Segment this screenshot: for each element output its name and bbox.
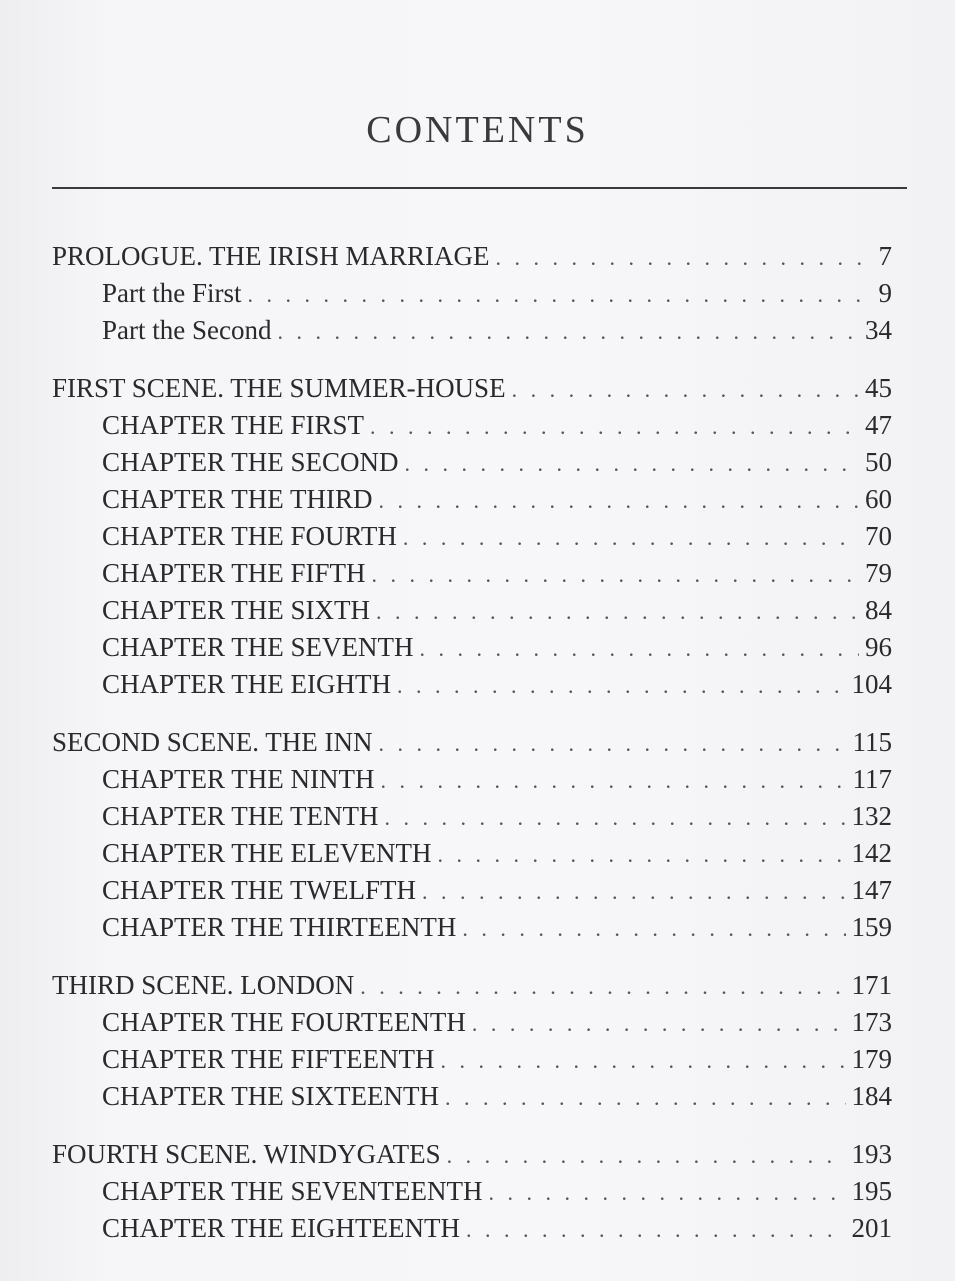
dot-leader (379, 482, 859, 519)
page-number: 47 (865, 410, 892, 440)
page-number: 159 (851, 912, 892, 942)
toc-section (0, 238, 955, 349)
page-number: 142 (851, 838, 892, 868)
toc-entry (0, 666, 955, 703)
toc-section-heading (0, 370, 955, 407)
entry-label: CHAPTER THE NINTH (102, 764, 375, 794)
toc-entry (0, 798, 955, 835)
entry-label: CHAPTER THE SIXTEENTH (102, 1081, 439, 1111)
entry-label: CHAPTER THE THIRTEENTH (102, 912, 457, 942)
toc-section (0, 967, 955, 1115)
entry-label: CHAPTER THE THIRD (102, 484, 373, 514)
toc-entry (0, 312, 955, 349)
dot-leader (472, 1005, 846, 1042)
page-number: 70 (865, 521, 892, 551)
page-number: 115 (852, 727, 892, 757)
dot-leader (462, 910, 845, 947)
dot-leader (441, 1042, 846, 1079)
dot-leader (379, 725, 847, 762)
page-number: 117 (852, 764, 892, 794)
entry-label: CHAPTER THE FIFTH (102, 558, 366, 588)
toc-section (0, 724, 955, 946)
dot-leader (447, 1137, 846, 1174)
page-number: 79 (865, 558, 892, 588)
entry-label: CHAPTER THE SEVENTH (102, 632, 414, 662)
toc-section (0, 370, 955, 703)
toc-section-heading (0, 724, 955, 761)
entry-label: CHAPTER THE EIGHTH (102, 669, 391, 699)
page-number: 201 (851, 1213, 892, 1243)
page-number: 179 (851, 1044, 892, 1074)
page-number: 147 (851, 875, 892, 905)
toc-entry (0, 592, 955, 629)
dot-leader (376, 593, 859, 630)
toc-section-heading (0, 238, 955, 275)
entry-label: Part the First (102, 278, 242, 308)
title-divider (52, 187, 907, 189)
page-number: 132 (851, 801, 892, 831)
entry-label: CHAPTER THE ELEVENTH (102, 838, 432, 868)
page-number: 96 (865, 632, 892, 662)
entry-label: CHAPTER THE FIRST (102, 410, 365, 440)
entry-label: Part the Second (102, 315, 272, 345)
entry-label: FIRST SCENE. THE SUMMER-HOUSE (52, 373, 506, 403)
page-number: 193 (851, 1139, 892, 1169)
dot-leader (372, 556, 859, 593)
dot-leader (385, 799, 846, 836)
dot-leader (248, 276, 865, 313)
dot-leader (397, 667, 846, 704)
toc-entry (0, 872, 955, 909)
page-number: 184 (851, 1081, 892, 1111)
toc-entry (0, 1004, 955, 1041)
dot-leader (496, 239, 864, 276)
toc-entry (0, 1078, 955, 1115)
page-number: 45 (865, 373, 892, 403)
toc-entry (0, 1173, 955, 1210)
entry-label: CHAPTER THE FOURTH (102, 521, 397, 551)
entry-label: CHAPTER THE FIFTEENTH (102, 1044, 435, 1074)
toc-entry (0, 629, 955, 666)
toc-entry (0, 909, 955, 946)
page-number: 60 (865, 484, 892, 514)
entry-label: CHAPTER THE EIGHTEENTH (102, 1213, 460, 1243)
toc-entry (0, 1041, 955, 1078)
toc-entry (0, 275, 955, 312)
dot-leader (405, 445, 859, 482)
page-number: 9 (878, 278, 892, 308)
entry-label: CHAPTER THE SIXTH (102, 595, 371, 625)
dot-leader (466, 1211, 846, 1248)
dot-leader (277, 313, 859, 350)
dot-leader (420, 630, 859, 667)
toc-entry (0, 555, 955, 592)
toc-entry (0, 1210, 955, 1247)
page-number: 50 (865, 447, 892, 477)
page-number: 34 (865, 315, 892, 345)
entry-label: CHAPTER THE SEVENTEENTH (102, 1176, 483, 1206)
page-number: 171 (851, 970, 892, 1000)
entry-label: FOURTH SCENE. WINDYGATES (52, 1139, 441, 1169)
table-of-contents (0, 238, 955, 1268)
page-number: 84 (865, 595, 892, 625)
entry-label: CHAPTER THE TENTH (102, 801, 379, 831)
toc-entry (0, 518, 955, 555)
toc-entry (0, 444, 955, 481)
page-number: 7 (878, 241, 892, 271)
toc-entry (0, 407, 955, 444)
toc-section-heading (0, 967, 955, 1004)
page-number: 173 (851, 1007, 892, 1037)
dot-leader (360, 968, 845, 1005)
page-title: CONTENTS (366, 109, 589, 151)
dot-leader (422, 873, 846, 910)
dot-leader (403, 519, 859, 556)
entry-label: CHAPTER THE FOURTEENTH (102, 1007, 466, 1037)
toc-entry (0, 481, 955, 518)
entry-label: CHAPTER THE SECOND (102, 447, 399, 477)
dot-leader (488, 1174, 845, 1211)
page-number: 195 (851, 1176, 892, 1206)
entry-label: PROLOGUE. THE IRISH MARRIAGE (52, 241, 490, 271)
entry-label: THIRD SCENE. LONDON (52, 970, 355, 1000)
entry-label: SECOND SCENE. THE INN (52, 727, 373, 757)
toc-section-heading (0, 1136, 955, 1173)
toc-entry (0, 761, 955, 798)
dot-leader (512, 371, 859, 408)
dot-leader (445, 1079, 846, 1116)
toc-entry (0, 835, 955, 872)
dot-leader (437, 836, 845, 873)
dot-leader (381, 762, 847, 799)
toc-section (0, 1136, 955, 1247)
dot-leader (370, 408, 859, 445)
page-number: 104 (851, 669, 892, 699)
entry-label: CHAPTER THE TWELFTH (102, 875, 416, 905)
